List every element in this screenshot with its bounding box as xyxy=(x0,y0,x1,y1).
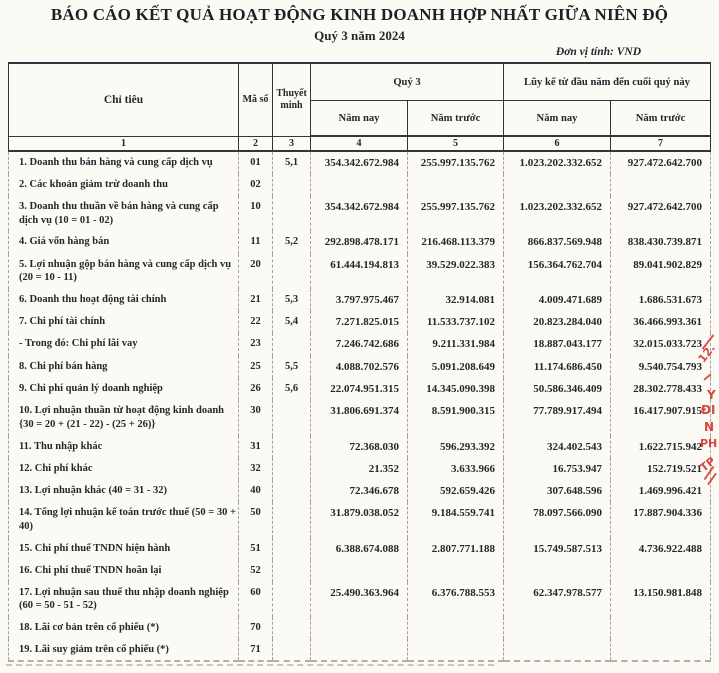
header-code: Mã số xyxy=(239,63,273,136)
table-row xyxy=(9,436,711,458)
row-ytd-current: 15.749.587.513 xyxy=(504,538,611,560)
row-q3-current: 7.246.742.686 xyxy=(311,333,408,355)
column-number: 5 xyxy=(408,136,504,151)
column-number: 6 xyxy=(504,136,611,151)
row-q3-current: 31.879.038.052 xyxy=(311,502,408,537)
row-label: 16. Chi phí thuế TNDN hoãn lại xyxy=(9,560,239,582)
row-ytd-prior: 32.015.033.723 xyxy=(611,333,711,355)
row-ytd-current: 18.887.043.177 xyxy=(504,333,611,355)
row-ytd-current: 1.023.202.332.652 xyxy=(504,151,611,174)
row-ytd-prior xyxy=(611,639,711,662)
row-code: 11 xyxy=(239,231,273,253)
row-note xyxy=(273,639,311,662)
row-ytd-current xyxy=(504,639,611,662)
column-number: 7 xyxy=(611,136,711,151)
row-label: 3. Doanh thu thuần về bán hàng và cung cấp dịch vụ (10 = 01 - 02) xyxy=(9,196,239,231)
row-code: 51 xyxy=(239,538,273,560)
row-ytd-prior: 17.887.904.336 xyxy=(611,502,711,537)
header-ytd-current-year: Năm nay xyxy=(504,101,611,137)
stamp-text-fragment: 12. xyxy=(695,341,718,366)
row-label: 5. Lợi nhuận gộp bán hàng và cung cấp dịch vụ (20 = 10 - 11) xyxy=(9,254,239,289)
row-ytd-prior: 1.469.996.421 xyxy=(611,480,711,502)
row-ytd-current: 1.023.202.332.652 xyxy=(504,196,611,231)
row-q3-prior: 3.633.966 xyxy=(408,458,504,480)
row-q3-prior: 9.184.559.741 xyxy=(408,502,504,537)
table-row xyxy=(9,196,711,231)
row-q3-prior: 255.997.135.762 xyxy=(408,151,504,174)
currency-unit-label: Đơn vị tính: VND xyxy=(555,46,641,58)
row-ytd-current: 307.648.596 xyxy=(504,480,611,502)
row-q3-prior: 255.997.135.762 xyxy=(408,196,504,231)
row-code: 52 xyxy=(239,560,273,582)
table-row xyxy=(9,333,711,355)
row-label: 6. Doanh thu hoạt động tài chính xyxy=(9,289,239,311)
row-q3-prior: 6.376.788.553 xyxy=(408,582,504,617)
row-q3-prior xyxy=(408,174,504,196)
row-ytd-current xyxy=(504,174,611,196)
row-label: 1. Doanh thu bán hàng và cung cấp dịch vụ xyxy=(9,151,239,174)
row-note: 5,1 xyxy=(273,151,311,174)
row-code: 60 xyxy=(239,582,273,617)
row-note: 5,4 xyxy=(273,311,311,333)
report-title: BÁO CÁO KẾT QUẢ HOẠT ĐỘNG KINH DOANH HỢP NHẤT GIỮA NIÊN ĐỘ xyxy=(50,5,669,24)
row-note xyxy=(273,502,311,537)
row-label: 19. Lãi suy giảm trên cổ phiếu (*) xyxy=(9,639,239,662)
row-q3-current xyxy=(311,560,408,582)
table-row xyxy=(9,400,711,435)
row-q3-current: 31.806.691.374 xyxy=(311,400,408,435)
row-ytd-prior: 838.430.739.871 xyxy=(611,231,711,253)
table-row xyxy=(9,639,711,662)
stamp-text-fragment: PH xyxy=(700,437,718,450)
row-ytd-prior: 1.622.715.942 xyxy=(611,436,711,458)
table-body xyxy=(9,151,711,661)
row-note xyxy=(273,400,311,435)
stamp-text-fragment: Y xyxy=(707,388,716,402)
row-ytd-prior: 16.417.907.915 xyxy=(611,400,711,435)
row-q3-prior: 592.659.426 xyxy=(408,480,504,502)
row-label: 10. Lợi nhuận thuần từ hoạt động kinh doanh {30 = 20 + (21 - 22) - (25 + 26)} xyxy=(9,400,239,435)
row-ytd-current: 16.753.947 xyxy=(504,458,611,480)
table-row xyxy=(9,617,711,639)
row-ytd-prior: 152.719.521 xyxy=(611,458,711,480)
row-ytd-current: 156.364.762.704 xyxy=(504,254,611,289)
column-number: 2 xyxy=(239,136,273,151)
row-code: 21 xyxy=(239,289,273,311)
table-row xyxy=(9,502,711,537)
table-header xyxy=(9,63,711,151)
row-ytd-current: 77.789.917.494 xyxy=(504,400,611,435)
row-note xyxy=(273,333,311,355)
column-number: 3 xyxy=(273,136,311,151)
stamp-text-fragment: ĐI xyxy=(701,403,716,417)
row-code: 02 xyxy=(239,174,273,196)
table-row xyxy=(9,582,711,617)
row-label: - Trong đó: Chi phí lãi vay xyxy=(9,333,239,355)
row-code: 32 xyxy=(239,458,273,480)
row-label: 14. Tổng lợi nhuận kế toán trước thuế (50 = 30 + 40) xyxy=(9,502,239,537)
row-ytd-prior xyxy=(611,560,711,582)
row-ytd-prior: 13.150.981.848 xyxy=(611,582,711,617)
column-number: 1 xyxy=(9,136,239,151)
row-ytd-prior: 36.466.993.361 xyxy=(611,311,711,333)
row-ytd-prior: 9.540.754.793 xyxy=(611,356,711,378)
row-note xyxy=(273,174,311,196)
row-note xyxy=(273,480,311,502)
row-q3-current: 4.088.702.576 xyxy=(311,356,408,378)
row-q3-current: 6.388.674.088 xyxy=(311,538,408,560)
table-row xyxy=(9,151,711,174)
row-q3-prior: 9.211.331.984 xyxy=(408,333,504,355)
scan-edge-shadow xyxy=(6,664,494,666)
row-q3-current: 22.074.951.315 xyxy=(311,378,408,400)
row-label: 12. Chi phí khác xyxy=(9,458,239,480)
row-q3-current: 354.342.672.984 xyxy=(311,151,408,174)
row-label: 15. Chi phí thuế TNDN hiện hành xyxy=(9,538,239,560)
row-ytd-current: 324.402.543 xyxy=(504,436,611,458)
row-label: 9. Chi phí quản lý doanh nghiệp xyxy=(9,378,239,400)
row-ytd-prior: 1.686.531.673 xyxy=(611,289,711,311)
row-note: 5,2 xyxy=(273,231,311,253)
row-note xyxy=(273,617,311,639)
row-code: 50 xyxy=(239,502,273,537)
income-statement-table xyxy=(8,62,711,662)
row-q3-current: 25.490.363.964 xyxy=(311,582,408,617)
row-code: 22 xyxy=(239,311,273,333)
row-q3-prior: 14.345.090.398 xyxy=(408,378,504,400)
row-q3-current: 72.346.678 xyxy=(311,480,408,502)
row-q3-current xyxy=(311,617,408,639)
row-q3-current xyxy=(311,174,408,196)
row-q3-prior xyxy=(408,639,504,662)
row-code: 40 xyxy=(239,480,273,502)
row-code: 30 xyxy=(239,400,273,435)
column-number: 4 xyxy=(311,136,408,151)
table-row xyxy=(9,480,711,502)
row-ytd-current: 62.347.978.577 xyxy=(504,582,611,617)
row-q3-current: 3.797.975.467 xyxy=(311,289,408,311)
row-ytd-current xyxy=(504,617,611,639)
row-note xyxy=(273,436,311,458)
row-ytd-prior: 927.472.642.700 xyxy=(611,196,711,231)
report-period: Quý 3 năm 2024 xyxy=(314,28,405,43)
row-label: 2. Các khoản giảm trừ doanh thu xyxy=(9,174,239,196)
row-note: 5,3 xyxy=(273,289,311,311)
header-q3-group: Quý 3 xyxy=(311,63,504,101)
table-row xyxy=(9,538,711,560)
header-ytd-group: Lũy kế từ đầu năm đến cuối quý này xyxy=(504,63,711,101)
row-label: 4. Giá vốn hàng bán xyxy=(9,231,239,253)
row-label: 13. Lợi nhuận khác (40 = 31 - 32) xyxy=(9,480,239,502)
table-row xyxy=(9,231,711,253)
table-row xyxy=(9,458,711,480)
row-q3-current: 292.898.478.171 xyxy=(311,231,408,253)
row-q3-current: 21.352 xyxy=(311,458,408,480)
row-label: 8. Chi phí bán hàng xyxy=(9,356,239,378)
row-q3-current: 72.368.030 xyxy=(311,436,408,458)
row-q3-current: 7.271.825.015 xyxy=(311,311,408,333)
row-note: 5,5 xyxy=(273,356,311,378)
table-row xyxy=(9,289,711,311)
row-q3-prior: 39.529.022.383 xyxy=(408,254,504,289)
row-code: 31 xyxy=(239,436,273,458)
row-note xyxy=(273,538,311,560)
header-notes: Thuyết minh xyxy=(273,63,311,136)
row-q3-prior: 596.293.392 xyxy=(408,436,504,458)
table-row xyxy=(9,356,711,378)
row-code: 01 xyxy=(239,151,273,174)
row-label: 7. Chi phí tài chính xyxy=(9,311,239,333)
table-row xyxy=(9,311,711,333)
row-note xyxy=(273,582,311,617)
row-q3-prior: 32.914.081 xyxy=(408,289,504,311)
row-ytd-current: 4.009.471.689 xyxy=(504,289,611,311)
row-q3-prior xyxy=(408,617,504,639)
row-q3-prior: 2.807.771.188 xyxy=(408,538,504,560)
row-ytd-prior: 28.302.778.433 xyxy=(611,378,711,400)
row-code: 10 xyxy=(239,196,273,231)
row-q3-current: 61.444.194.813 xyxy=(311,254,408,289)
row-ytd-current: 11.174.686.450 xyxy=(504,356,611,378)
row-ytd-prior xyxy=(611,617,711,639)
row-note xyxy=(273,254,311,289)
row-code: 71 xyxy=(239,639,273,662)
row-note xyxy=(273,458,311,480)
row-ytd-current: 20.823.284.040 xyxy=(504,311,611,333)
row-label: 17. Lợi nhuận sau thuế thu nhập doanh nghiệp (60 = 50 - 51 - 52) xyxy=(9,582,239,617)
row-code: 70 xyxy=(239,617,273,639)
header-criteria: Chỉ tiêu xyxy=(9,63,239,136)
table-row xyxy=(9,174,711,196)
row-q3-prior: 216.468.113.379 xyxy=(408,231,504,253)
row-note xyxy=(273,196,311,231)
row-q3-prior: 8.591.900.315 xyxy=(408,400,504,435)
row-code: 26 xyxy=(239,378,273,400)
header-q3-current-year: Năm nay xyxy=(311,101,408,137)
row-ytd-current: 50.586.346.409 xyxy=(504,378,611,400)
stamp-text-fragment: TP xyxy=(697,454,718,475)
row-ytd-current xyxy=(504,560,611,582)
stamp-text-fragment: N xyxy=(704,420,715,434)
row-q3-current xyxy=(311,639,408,662)
row-q3-current: 354.342.672.984 xyxy=(311,196,408,231)
row-label: 11. Thu nhập khác xyxy=(9,436,239,458)
row-ytd-prior: 89.041.902.829 xyxy=(611,254,711,289)
header-q3-prior-year: Năm trước xyxy=(408,101,504,137)
row-q3-prior: 5.091.208.649 xyxy=(408,356,504,378)
row-ytd-prior: 927.472.642.700 xyxy=(611,151,711,174)
table-row xyxy=(9,254,711,289)
column-number-row xyxy=(9,136,711,151)
row-code: 23 xyxy=(239,333,273,355)
row-label: 18. Lãi cơ bản trên cổ phiếu (*) xyxy=(9,617,239,639)
row-note: 5,6 xyxy=(273,378,311,400)
row-code: 25 xyxy=(239,356,273,378)
row-note xyxy=(273,560,311,582)
table-row xyxy=(9,378,711,400)
table-row xyxy=(9,560,711,582)
row-ytd-prior xyxy=(611,174,711,196)
row-ytd-prior: 4.736.922.488 xyxy=(611,538,711,560)
row-q3-prior: 11.533.737.102 xyxy=(408,311,504,333)
row-ytd-current: 78.097.566.090 xyxy=(504,502,611,537)
row-code: 20 xyxy=(239,254,273,289)
header-ytd-prior-year: Năm trước xyxy=(611,101,711,137)
row-q3-prior xyxy=(408,560,504,582)
row-ytd-current: 866.837.569.948 xyxy=(504,231,611,253)
